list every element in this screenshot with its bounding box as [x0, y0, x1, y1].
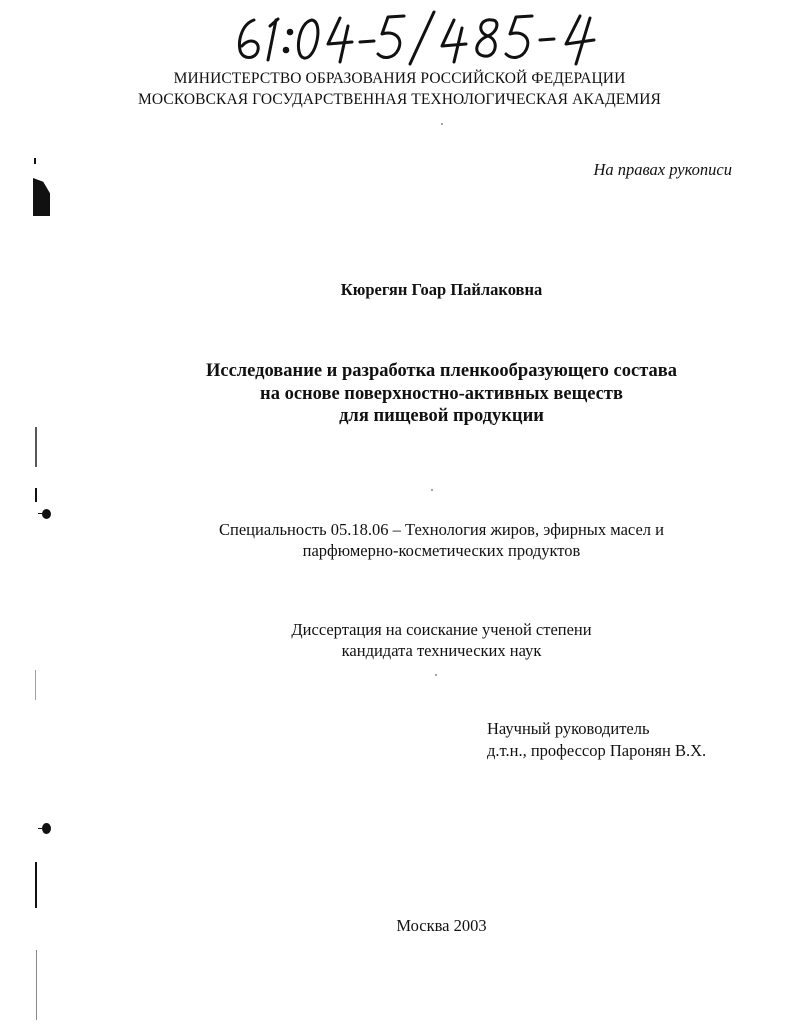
scan-artifact-line [36, 950, 37, 1020]
degree-line-2: кандидата технических наук [341, 641, 542, 660]
handwritten-archive-code [228, 6, 608, 68]
advisor-name: д.т.н., профессор Паронян В.Х. [487, 741, 707, 760]
title-line-1: Исследование и разработка пленкообразующего состава [205, 361, 678, 381]
scan-artifact-line [35, 427, 37, 467]
degree-line-1: Диссертация на соискание ученой степени [291, 620, 592, 639]
city-year: Москва 2003 [396, 916, 487, 935]
handwritten-archive-code-drawing [228, 6, 608, 68]
scientific-advisor [487, 718, 706, 762]
manuscript-rights-note: На правах рукописи [593, 160, 732, 179]
title-line-3: для пищевой продукции [339, 406, 544, 426]
advisor-role: Научный руководитель [487, 719, 650, 738]
scan-artifact-line [38, 513, 44, 514]
scan-artifact-line [34, 158, 36, 164]
institution-header [0, 69, 799, 111]
scan-artifact-dot [441, 123, 443, 125]
degree-block [0, 619, 799, 661]
author-name: Кюрегян Гоар Пайлаковна [340, 280, 543, 299]
specialty-line-2: парфюмерно-косметических продуктов [302, 541, 581, 560]
specialty-line-1: Специальность 05.18.06 – Технология жиров, эфирных масел и [219, 520, 664, 539]
scan-artifact-block [33, 178, 50, 216]
academy-name: МОСКОВСКАЯ ГОСУДАРСТВЕННАЯ ТЕХНОЛОГИЧЕСКАЯ АКАДЕМИЯ [138, 91, 661, 108]
scan-artifact-line [35, 862, 37, 908]
title-line-2: на основе поверхностно-активных веществ [260, 383, 623, 404]
ministry-name: МИНИСТЕРСТВО ОБРАЗОВАНИЯ РОССИЙСКОЙ ФЕДЕРАЦИИ [173, 70, 626, 87]
scan-artifact-line [38, 828, 44, 829]
scan-artifact-dot [42, 509, 51, 519]
scan-artifact-dot [431, 489, 433, 491]
scan-artifact-line [35, 488, 37, 502]
scan-artifact-dot [435, 674, 437, 676]
dissertation-title [0, 360, 799, 428]
specialty-block [0, 519, 799, 561]
scan-artifact-line [35, 670, 36, 700]
